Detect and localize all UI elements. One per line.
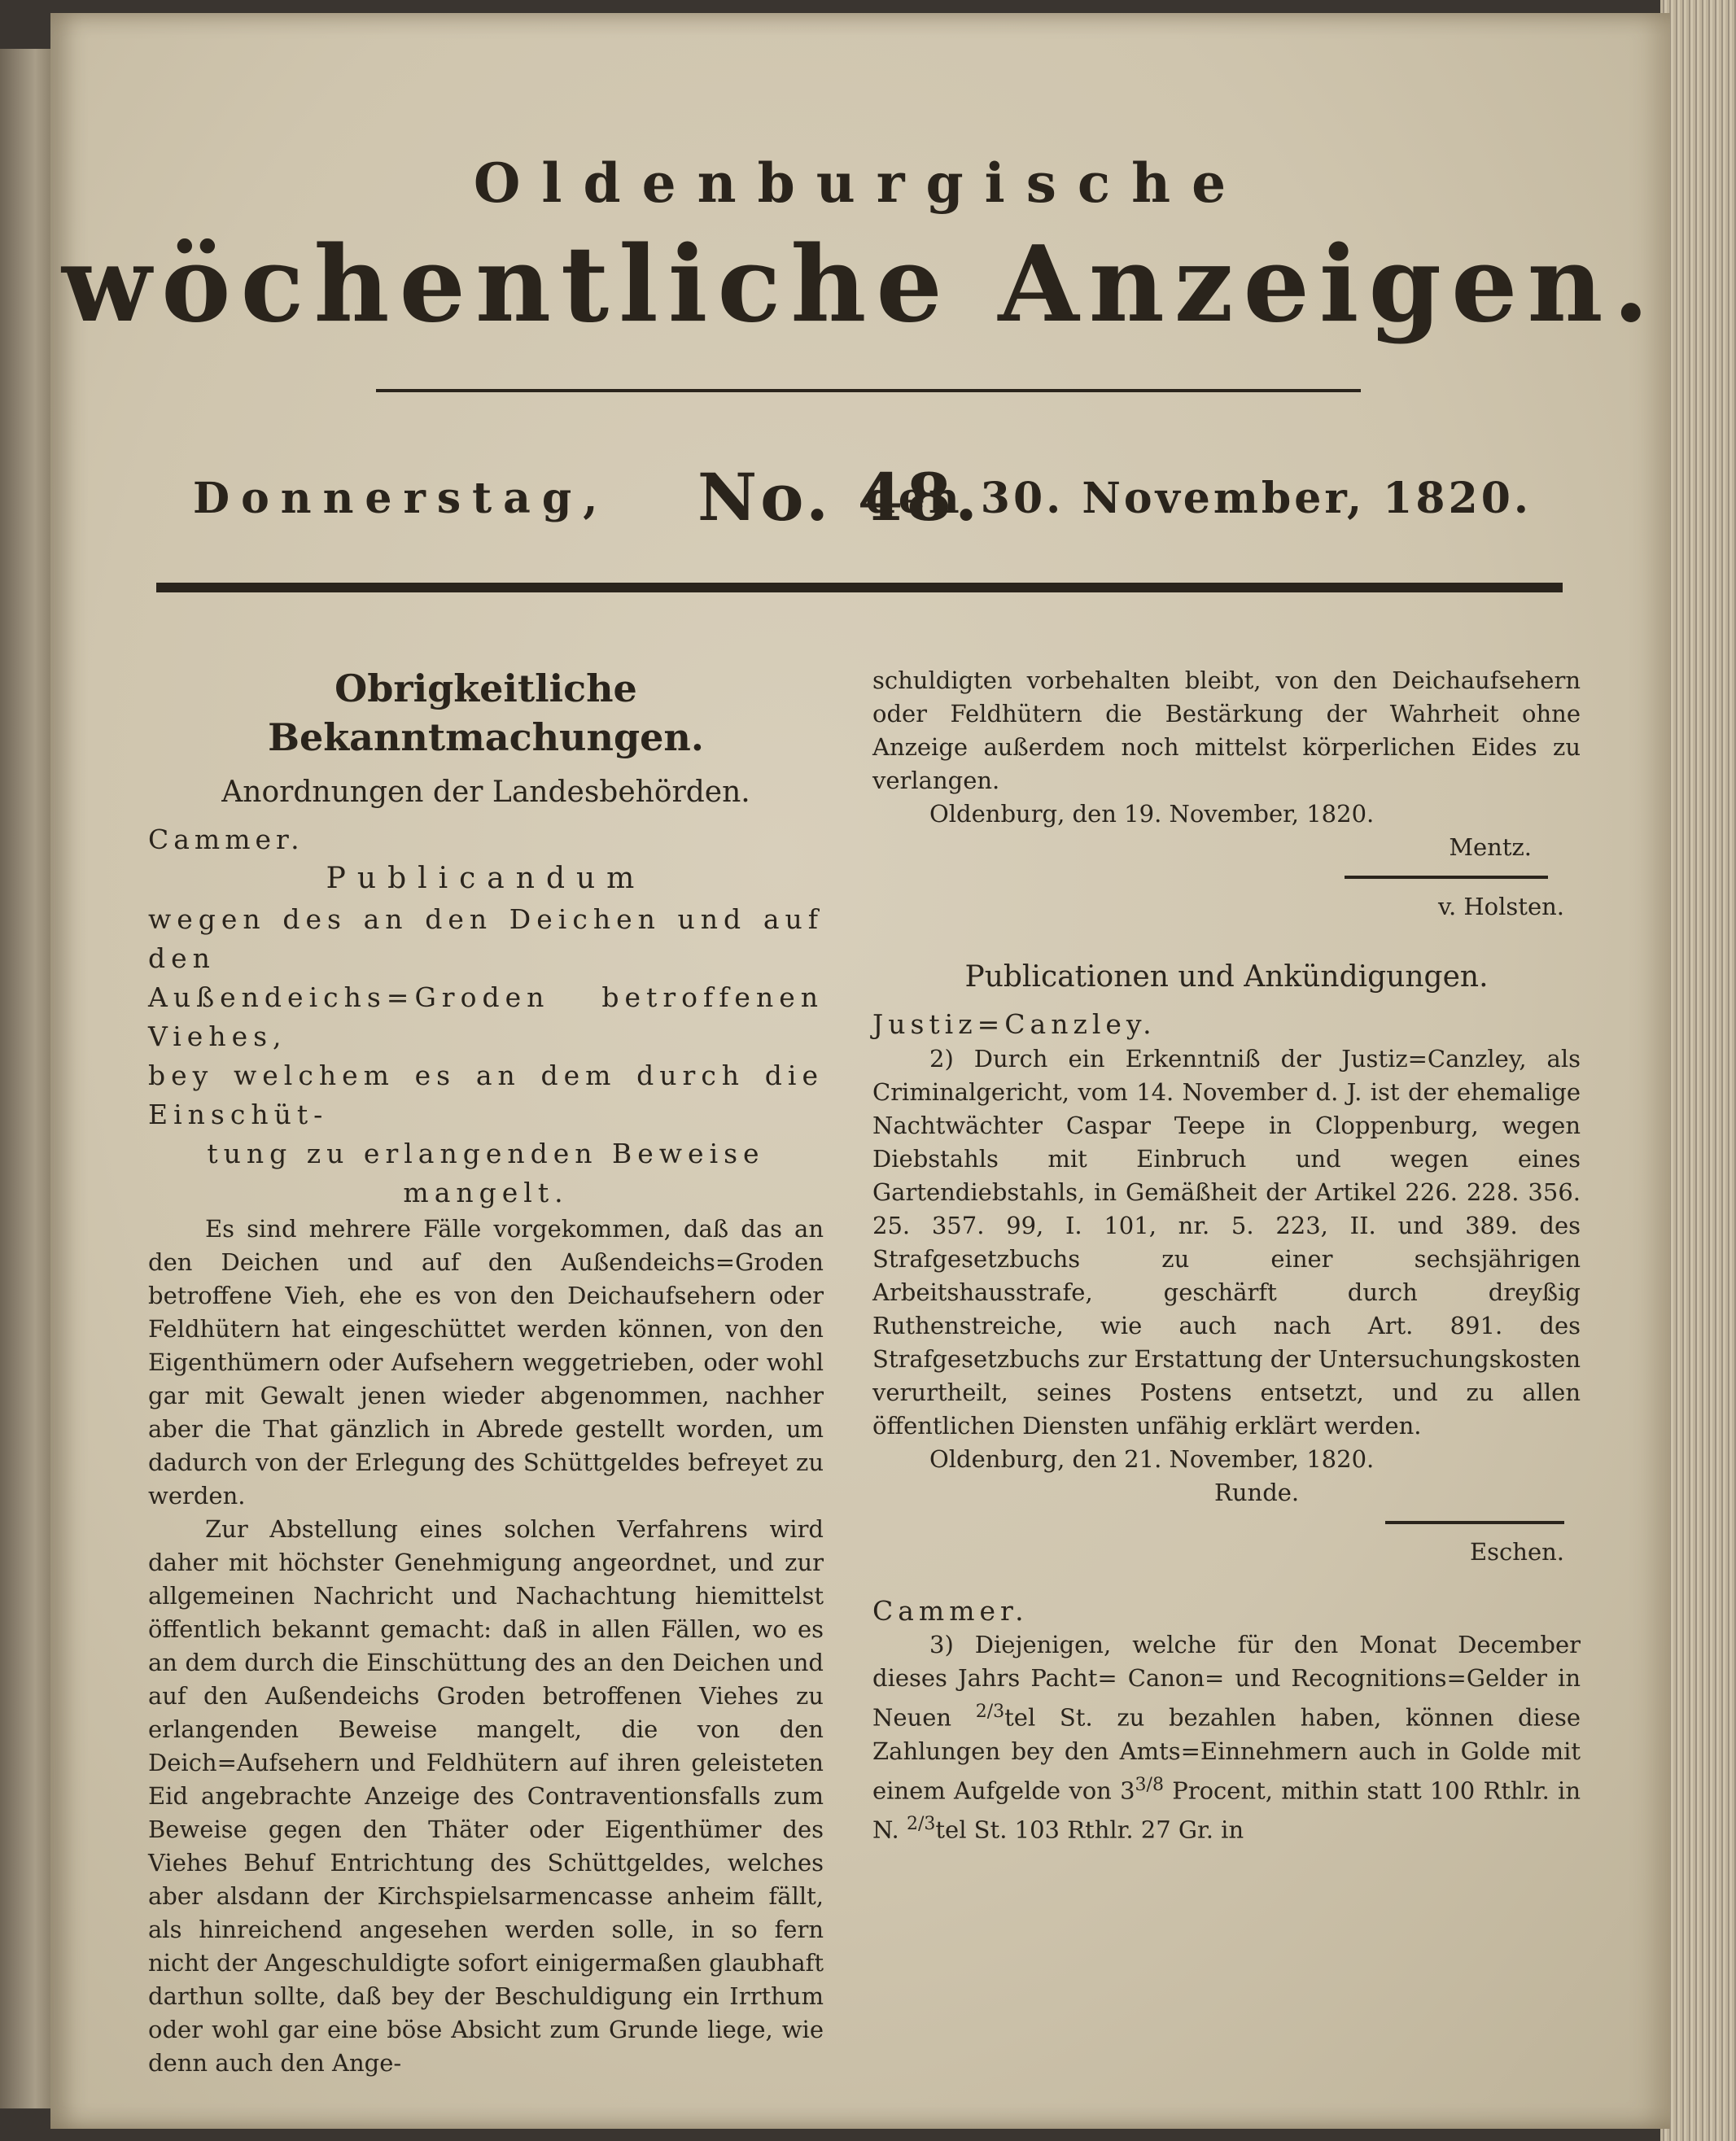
paragraph: Es sind mehrere Fälle vorgekommen, daß das an den Deichen und auf den Außendeichs=Groden betroffene Vieh, ehe es von den Deichaufsehern oder Feldhütern hat eingeschüttet werden können, von den Eigenthümern oder Aufsehern weggetrieben, oder wohl gar mit Gewalt jenen wieder abgenommen, nachher aber die That gänzlich in Abrede gestellt worden, um dadurch von der Erlegung des Schüttgeldes befreyet zu werden. bbox=[148, 1214, 824, 1510]
section-heading-2: Publicationen und Ankündigungen. bbox=[964, 960, 1489, 994]
paragraph-continued: schuldigten vorbehalten bleibt, von den Deichaufsehern oder Feldhütern die Bestärkung der Wahrheit ohne Anzeige außerdem noch mittelst körperlichen Eides zu verlangen. bbox=[872, 666, 1581, 794]
signature: Mentz. bbox=[1449, 833, 1532, 861]
department-label: Cammer. bbox=[872, 1594, 1029, 1627]
left-column bbox=[148, 664, 824, 2080]
masthead-line1: Oldenburgische bbox=[473, 151, 1248, 215]
issue-date: den 30. November, 1820. bbox=[865, 474, 1532, 523]
section-subheading: Anordnungen der Landesbehörden. bbox=[221, 776, 750, 809]
subtitle-line: wegen des an den Deichen und auf den bbox=[148, 902, 824, 974]
department-label: Justiz=Canzley. bbox=[872, 1008, 1157, 1040]
department-label: Cammer. bbox=[148, 824, 304, 855]
right-column bbox=[872, 664, 1581, 1847]
place-date: Oldenburg, den 19. November, 1820. bbox=[929, 800, 1375, 828]
dateline bbox=[132, 459, 1532, 535]
paragraph: 3) Diejenigen, welche für den Monat December dieses Jahrs Pacht= Canon= und Recognitions=Gelder in Neuen $^{2/3}$tel St. zu bezahlen haben, können diese Zahlungen bey den Amts=Einnehmern auch in Golde mit einem Aufgelde von $3^{3/8}$ Procent, mithin statt 100 Rthlr. in N. $^{2/3}$tel St. 103 Rthlr. 27 Gr. in bbox=[872, 1631, 1581, 1844]
paragraph: Zur Abstellung eines solchen Verfahrens wird daher mit höchster Genehmigung angeordnet, und zur allgemeinen Nachricht und Nachachtung hiemittelst öffentlich bekannt gemacht: daß in allen Fällen, wo es an dem durch die Einschüttung des an den Deichen und auf den Außendeichs Groden betroffenen Viehes zu erlangenden Beweise mangelt, die von den Deich=Aufsehern und Feldhütern auf ihren geleisteten Eid angebrachte Anzeige des Contraventionsfalls zum Beweise gegen den Thäter oder Eigenthümer des Viehes Behuf Entrichtung des Schüttgeldes, welches aber alsdann der Kirchspielsarmencasse anheim fällt, als hinreichend angesehen werden solle, in so fern nicht der Angeschuldigte sofort einigermaßen glaubhaft darthun sollte, daß bey der Beschuldigung ein Irrthum oder wohl gar eine böse Absicht zum Grunde liege, wie denn auch den Ange- bbox=[148, 1514, 824, 2077]
header-rule bbox=[156, 583, 1563, 592]
fraction: 2/3 bbox=[975, 1702, 1005, 1722]
signature: Eschen. bbox=[1469, 1537, 1564, 1566]
signature: v. Holsten. bbox=[1438, 893, 1564, 920]
signature: Runde. bbox=[1214, 1478, 1300, 1506]
subtitle-line: tung zu erlangenden Beweise mangelt. bbox=[207, 1137, 765, 1208]
publicandum-title: Publicandum bbox=[326, 861, 646, 895]
subtitle-line: bey welchem es an dem durch die Einschüt- bbox=[148, 1059, 824, 1130]
page-stack-edge bbox=[1660, 0, 1736, 2141]
issue-number: No. 48. bbox=[697, 459, 981, 535]
masthead-rule bbox=[376, 389, 1361, 392]
signature-rule bbox=[1385, 1521, 1564, 1524]
paragraph: 2) Durch ein Erkenntniß der Justiz=Canzley, als Criminalgericht, vom 14. November d. J. ist der ehemalige Nachtwächter Caspar Teepe in Cloppenburg, wegen Diebstahls mit Einbruch und wegen eines Gartendiebstahls, in Gemäßheit der Artikel 226. 228. 356. 25. 357. 99, I. 101, nr. 5. 223, II. und 389. des Strafgesetzbuchs zu einer sechsjährigen Arbeitshausstrafe, geschärft durch dreyßig Ruthenstreiche, wie auch nach Art. 891. des Strafgesetzbuchs zur Erstattung der Untersuchungskosten verurtheilt, seines Postens entsetzt, und zu allen öffentlichen Diensten unfähig erklärt werden. bbox=[872, 1044, 1581, 1440]
signature-rule bbox=[1345, 876, 1548, 879]
issue-day: Donnerstag, bbox=[193, 474, 610, 523]
subtitle-line: Außendeichs=Groden betroffenen Viehes, bbox=[148, 981, 824, 1052]
newspaper-page bbox=[50, 13, 1670, 2129]
fraction: 2/3 bbox=[906, 1814, 936, 1835]
left-page-edge bbox=[0, 49, 50, 2108]
section-heading: Obrigkeitliche Bekanntmachungen. bbox=[268, 666, 704, 759]
masthead-title: wöchentliche Anzeigen. bbox=[61, 224, 1659, 346]
fraction: 3/8 bbox=[1135, 1774, 1164, 1795]
publicandum-subtitle bbox=[148, 900, 824, 1213]
place-date: Oldenburg, den 21. November, 1820. bbox=[929, 1444, 1375, 1473]
